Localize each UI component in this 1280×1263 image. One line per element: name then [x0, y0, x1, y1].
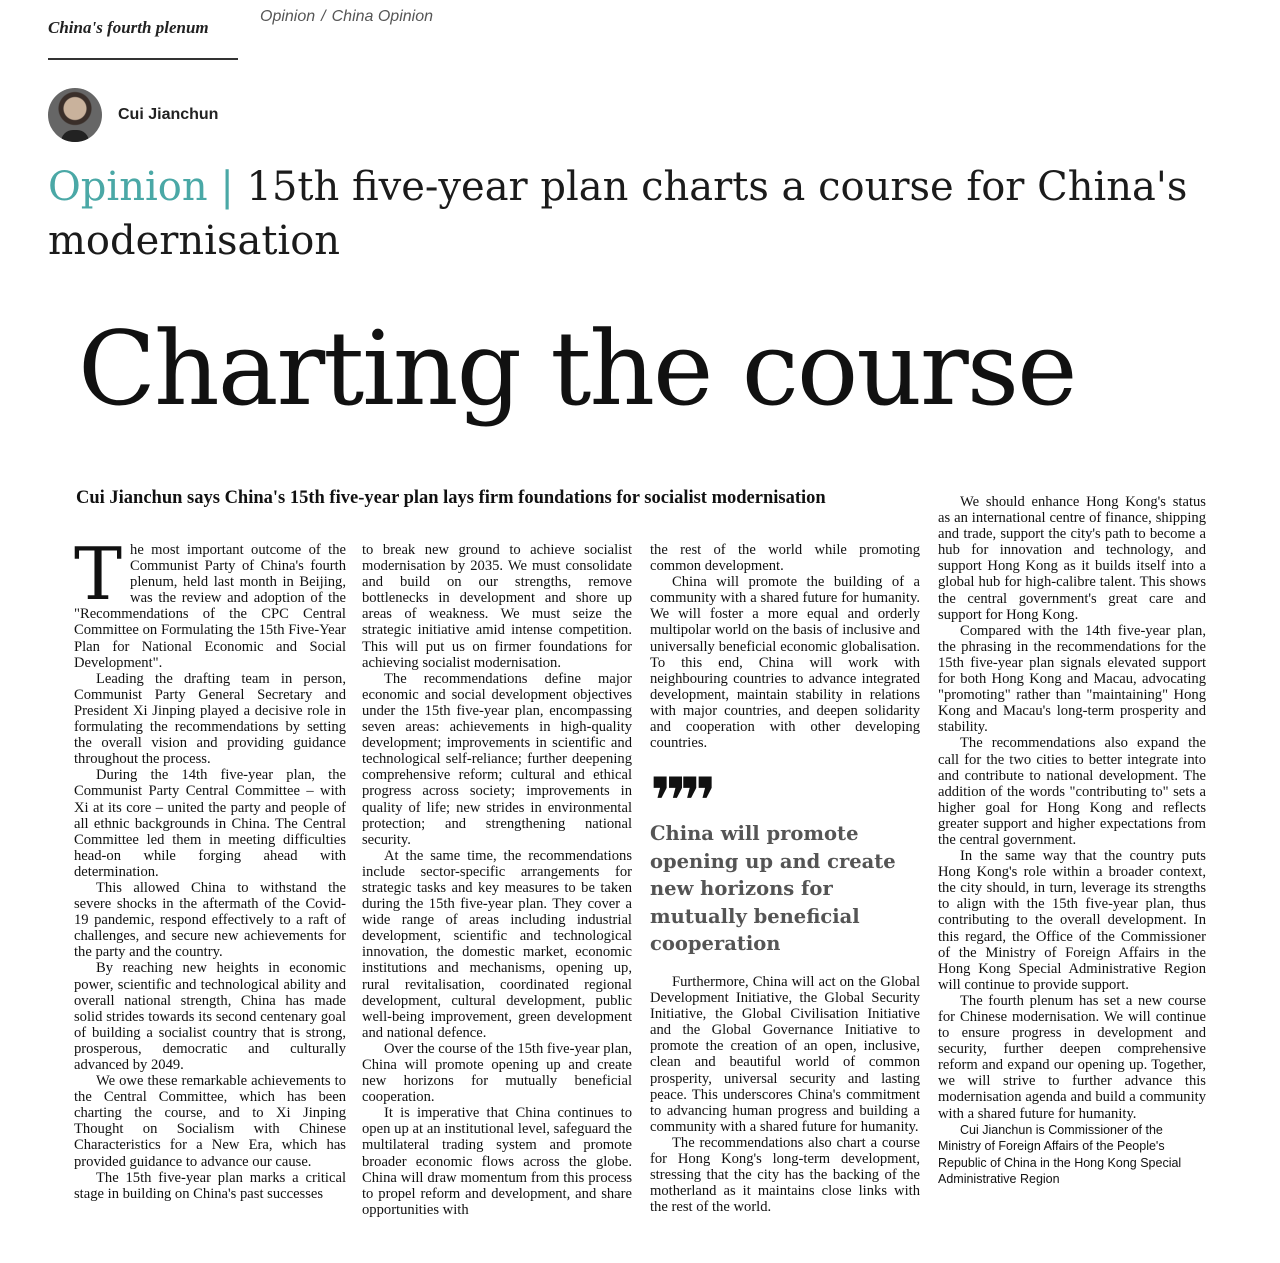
paragraph: The recommendations also expand the call for the two cities to better integrate into and contribute to national development. The addition of the words "contributing to" sets a higher goal for Hong Kong and reflects greater support and higher expectations from the central government. — [938, 735, 1206, 848]
paragraph: the rest of the world while promoting common development. — [650, 542, 920, 575]
breadcrumb — [260, 8, 433, 26]
paragraph: Over the course of the 15th five-year plan, China will promote opening up and create new horizons for mutually beneficial cooperation. — [362, 1040, 632, 1106]
paragraph: Compared with the 14th five-year plan, the phrasing in the recommendations for the 15th five-year plan signals elevated support for both Hong Kong and Macau, advocating "promoting" rather than "maintaining" Hong Kong and Macau's long-term prosperity and stability. — [938, 622, 1206, 736]
article-column-3-top — [650, 542, 920, 751]
paragraph: The fourth plenum has set a new course for Chinese modernisation. We will continue to ensure progress in development and security, further deepen comprehensive reform and expand our opening up. Together, we will strive to further advance this modernisation agenda and build a community with a shared future for humanity. — [938, 992, 1206, 1122]
paragraph: In the same way that the country puts Hong Kong's role within a broader context, the city should, in turn, leverage its strengths to align with the 15th five-year plan, thus contributing to the overall development. In this regard, the Office of the Commissioner of the Ministry of Foreign Affairs in the Hong Kong Special Administrative Region will continue to provide support. — [938, 848, 1206, 993]
author-row — [48, 88, 218, 142]
avatar[interactable] — [48, 88, 102, 142]
drop-cap: T — [74, 532, 123, 616]
paragraph: The 15th five-year plan marks a critical stage in building on China's past successes — [74, 1169, 346, 1202]
quote-mark-icon: ❞❞ — [650, 765, 710, 839]
paragraph: Furthermore, China will act on the Global Development Initiative, the Global Security Initiative, the Global Civilisation Initiative and the Global Governance Initiative to promote the creation of an open, inclusive, clean and beautiful world of common prosperity, universal security and lasting peace. This underscores China's commitment to advancing human progress and building a community with a shared future for humanity. — [650, 974, 920, 1135]
article-column-4 — [938, 494, 1206, 1188]
article-column-1 — [74, 532, 346, 1202]
paragraph: China will promote the building of a community with a shared future for humanity. We will foster a more equal and orderly multipolar world on the basis of inclusive and universally beneficial economic globalisation. To this end, China will work with neighbouring countries to advance integrated development, maintain stability in relations with major countries, and deepen solidarity and cooperation with other developing countries. — [650, 574, 920, 752]
newspaper-clipping — [60, 300, 1220, 1260]
headline-separator: | — [220, 164, 234, 210]
paragraph: It is imperative that China continues to open up at an institutional level, safeguard the multilateral trading system and promote broader economic flows across the globe. China will draw momentum from this process to propel reform and development, and share opportunities with — [362, 1105, 632, 1218]
article-column-3-bottom — [650, 974, 920, 1215]
section-underline — [48, 58, 238, 60]
paragraph: he most important outcome of the Communist Party of China's fourth plenum, held last month in Beijing, was the review and adoption of the "Recommendations of the CPC Central Committee on Formulating the 15th Five-Year Plan for National Economic and Social Development". — [74, 542, 346, 671]
paragraph: The recommendations define major economic and social development objectives under the 15th five-year plan, encompassing seven areas: achievements in high-quality development; improvements in scientific and technological self-reliance; further deepening comprehensive reform; cultural and ethical progress across society; improvements in quality of life; new strides in environmental protection; and strengthening national security. — [362, 670, 632, 848]
article-masthead: Charting the course — [78, 310, 1076, 429]
paragraph: We should enhance Hong Kong's status as an international centre of finance, shipping and trade, support the city's path to become a hub for innovation and technology, and support Hong Kong as it builds itself into a global hub for high-calibre talent. This shows the central government's great care and support for Hong Kong. — [938, 494, 1206, 623]
paragraph: During the 14th five-year plan, the Communist Party Central Committee – with Xi at its core – united the party and people of all ethnic backgrounds in China. The Central Committee led them in meeting difficulties head-on while forging ahead with determination. — [74, 767, 346, 880]
page-title — [48, 160, 1228, 268]
breadcrumb-china-opinion[interactable]: China Opinion — [331, 8, 434, 25]
paragraph: At the same time, the recommendations include sector-specific arrangements for strategic tasks and key measures to be taken during the 15th five-year plan. They cover a wide range of areas including industrial development, scientific and technological innovation, the domestic market, economic institutions and mechanisms, opening up, rural revitalisation, coordinated regional development, cultural development, public well-being improvement, green development and national defence. — [362, 847, 632, 1041]
paragraph: We owe these remarkable achievements to the Central Committee, which has been charting the course, and to Xi Jinping Thought on Socialism with Chinese Characteristics for a New Era, which has provided guidance to advance our cause. — [74, 1073, 346, 1170]
author-name[interactable]: Cui Jianchun — [118, 106, 219, 123]
top-bar — [48, 0, 1228, 62]
paragraph: By reaching new heights in economic power, scientific and technological ability and overall national strength, China has made solid strides towards its second centenary goal of building a socialist country that is strong, prosperous, democratic and culturally advanced by 2049. — [74, 960, 346, 1073]
pull-quote: China will promote opening up and create new horizons for mutually beneficial cooperation — [650, 822, 896, 955]
paragraph: This allowed China to withstand the severe shocks in the aftermath of the Covid-19 pandemic, respond effectively to a raft of challenges, and secure new achievements for the party and the country. — [74, 879, 346, 961]
paragraph: to break new ground to achieve socialist modernisation by 2035. We must consolidate and build on our strengths, remove bottlenecks in development and shore up areas of weakness. We must seize the strategic initiative amid intense competition. This will put us on firmer foundations for achieving socialist modernisation. — [362, 542, 632, 671]
paragraph: Leading the drafting team in person, Communist Party General Secretary and President Xi Jinping played a decisive role in formulating the recommendations by setting the overall vision and providing guidance throughout the process. — [74, 670, 346, 768]
paragraph: The recommendations also chart a course for Hong Kong's long-term development, stressing that the city has the backing of the motherland as it maintains close links with the rest of the world. — [650, 1134, 920, 1216]
author-bio: Cui Jianchun is Commissioner of the Ministry of Foreign Affairs of the People's Republic of China in the Hong Kong Special Administrative Region — [938, 1122, 1182, 1187]
article-standfirst: Cui Jianchun says China's 15th five-year plan lays firm foundations for socialist modernisation — [76, 488, 826, 508]
breadcrumb-separator: / — [321, 8, 326, 25]
headline-prefix: Opinion — [48, 164, 208, 210]
headline-text: 15th five-year plan charts a course for China's modernisation — [48, 164, 1188, 264]
article-column-2 — [362, 542, 632, 1218]
breadcrumb-opinion[interactable]: Opinion — [260, 8, 316, 25]
section-label[interactable]: China's fourth plenum — [48, 18, 209, 37]
